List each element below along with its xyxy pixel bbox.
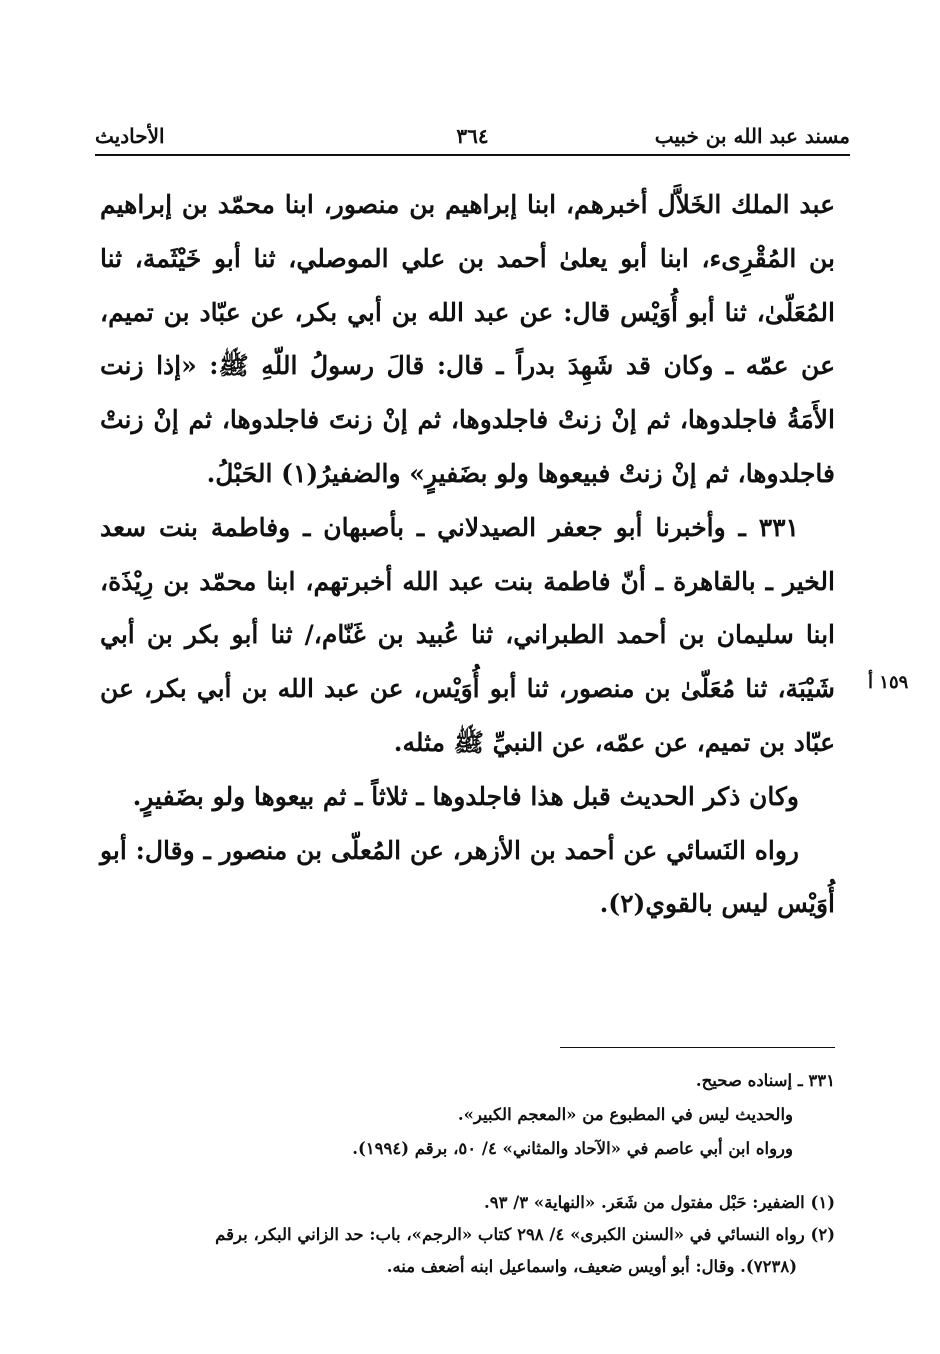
- footnote-2-continued: (٧٢٣٨). وقال: أبو أويس ضعيف، واسماعيل ابنه أضعف منه.: [386, 1257, 797, 1276]
- page-number: ٣٦٤: [456, 124, 489, 148]
- book-title: مسند عبد الله بن خبيب: [654, 124, 850, 148]
- running-header: [95, 118, 850, 154]
- paragraph-hadith-331: ٣٣١ ـ وأخبرنا أبو جعفر الصيدلاني ـ بأصبهان ـ وفاطمة بنت سعد الخير ـ بالقاهرة ـ أنّ فاطمة بنت عبد الله أخبرتهم، ابنا محمّد بن رِيْذَة، ابنا سليمان بن أحمد الطبراني، ثنا عُبيد بن غَنّام،/ ثنا أبو بكر بن أبي شَيْبَة، ثنا مُعَلّىٰ بن منصور، ثنا أبو أُوَيْس، عن عبد الله بن أبي بكر، عن عبّاد بن تميم، عن عمّه، عن النبيِّ ﷺ مثله.: [100, 512, 835, 757]
- editor-notes: [100, 1064, 835, 1166]
- footnote-2: (٢) رواه النسائي في «السنن الكبرى» ٤/ ٢٩٨ كتاب «الرجم»، باب: حد الزاني البكر، برقم: [215, 1225, 835, 1244]
- manuscript-folio-note: ١٥٩ أ: [868, 672, 909, 693]
- note-mujam: والحديث ليس في المطبوع من «المعجم الكبير».: [457, 1105, 793, 1124]
- paragraph-nasai-report: رواه النَسائي عن أحمد بن الأزهر، عن المُعلّى بن منصور ـ وقال: أبو أُوَيْس ليس بالقوي(٢).: [100, 835, 835, 919]
- note-isnad: ٣٣١ ـ إسناده صحيح.: [695, 1071, 835, 1090]
- header-rule: [95, 154, 850, 156]
- note-ibn-abi-asim: ورواه ابن أبي عاصم في «الآحاد والمثاني» ٤/ ٥٠، برقم (١٩٩٤).: [352, 1139, 793, 1158]
- main-text: [100, 178, 835, 931]
- paragraph-commentary: وكان ذكر الحديث قبل هذا فاجلدوها ـ ثلاثاً ـ ثم بيعوها ولو بضَفيرٍ.: [132, 781, 799, 811]
- footnote-1: (١) الضفير: حَبْل مفتول من شَعَر. «النهاية» ٣/ ٩٣.: [484, 1193, 835, 1212]
- notes-rule: [560, 1047, 835, 1048]
- paragraph-hadith-330-end: عبد الملك الخَلاَّل أخبرهم، ابنا إبراهيم بن منصور، ابنا محمّد بن إبراهيم بن المُقْرِىء، ابنا أبو يعلىٰ أحمد بن علي الموصلي، ثنا أبو خَيْثَمة، ثنا المُعَلّىٰ، ثنا أبو أُوَيْس قال: عن عبد الله بن أبي بكر، عن عبّاد بن تميم، عن عمّه ـ وكان قد شَهِدَ بدراً ـ قال: قالَ رسولُ اللّهِ ﷺ: «إذا زنت الأَمَةُ فاجلدوها، ثم إنْ زنتْ فاجلدوها، ثم إنْ زنتَ فاجلدوها، ثم إنْ زنتْ فاجلدوها، ثم إنْ زنتْ فبيعوها ولو بضَفيرٍ» والضفيرُ(١) الحَبْلُ.: [100, 190, 835, 488]
- section-title: الأحاديث: [95, 124, 165, 148]
- footnotes: [100, 1187, 835, 1283]
